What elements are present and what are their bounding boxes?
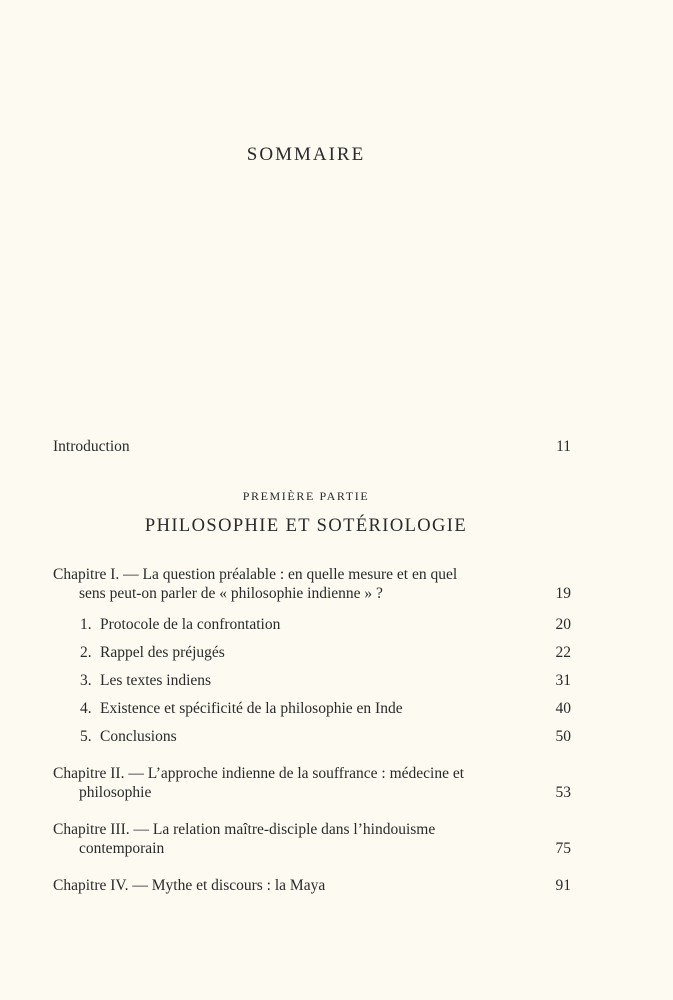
section-index: 4. (80, 700, 92, 717)
toc-entry-section (80, 671, 571, 690)
toc-entry-section (80, 643, 571, 662)
toc-label: Rappel des préjugés (100, 644, 225, 661)
toc-page-number: 75 (555, 840, 571, 857)
toc-page-number: 53 (555, 784, 571, 801)
part-label: PREMIÈRE PARTIE (242, 489, 370, 503)
toc-label: Existence et spécificité de la philosophie en Inde (100, 700, 403, 717)
toc-label-continuation: contemporain (79, 840, 165, 857)
toc-label-continuation: philosophie (79, 784, 152, 801)
toc-label: Protocole de la confrontation (100, 616, 281, 633)
toc-entry-section (80, 727, 571, 746)
part-title: PHILOSOPHIE ET SOTÉRIOLOGIE (144, 516, 468, 536)
toc-entry-section (80, 699, 571, 718)
toc-page-number: 22 (555, 644, 571, 661)
toc-label: Chapitre IV. — Mythe et discours : la Maya (53, 877, 326, 894)
toc-label: Introduction (53, 438, 130, 455)
section-index: 1. (80, 616, 92, 633)
toc-entry-chapter (53, 764, 571, 802)
toc-label: Chapitre III. — La relation maître-disciple dans l’hindouisme (53, 821, 436, 838)
toc-entry-chapter (53, 565, 571, 603)
section-index: 2. (80, 644, 92, 661)
section-index: 3. (80, 672, 92, 689)
toc-page-number: 31 (555, 672, 571, 689)
page-title: SOMMAIRE (246, 144, 366, 165)
toc-entry-introduction (53, 437, 571, 456)
toc-page-number: 91 (555, 877, 571, 894)
toc-page-number: 19 (555, 585, 571, 602)
toc-entry-section (80, 615, 571, 634)
section-index: 5. (80, 728, 92, 745)
toc-label: Les textes indiens (100, 672, 212, 689)
toc-entry-chapter (53, 820, 571, 858)
toc-label: Chapitre I. — La question préalable : en quelle mesure et en quel (53, 566, 458, 583)
toc-page-number: 20 (555, 616, 571, 633)
toc-page-number: 40 (555, 700, 571, 717)
toc-label: Conclusions (100, 728, 177, 745)
toc-page-number: 50 (555, 728, 571, 745)
toc-entry-chapter (53, 876, 571, 895)
toc-label: Chapitre II. — L’approche indienne de la souffrance : médecine et (53, 765, 465, 782)
toc-label-continuation: sens peut-on parler de « philosophie indienne » ? (79, 585, 383, 602)
toc-page-number: 11 (556, 438, 571, 455)
